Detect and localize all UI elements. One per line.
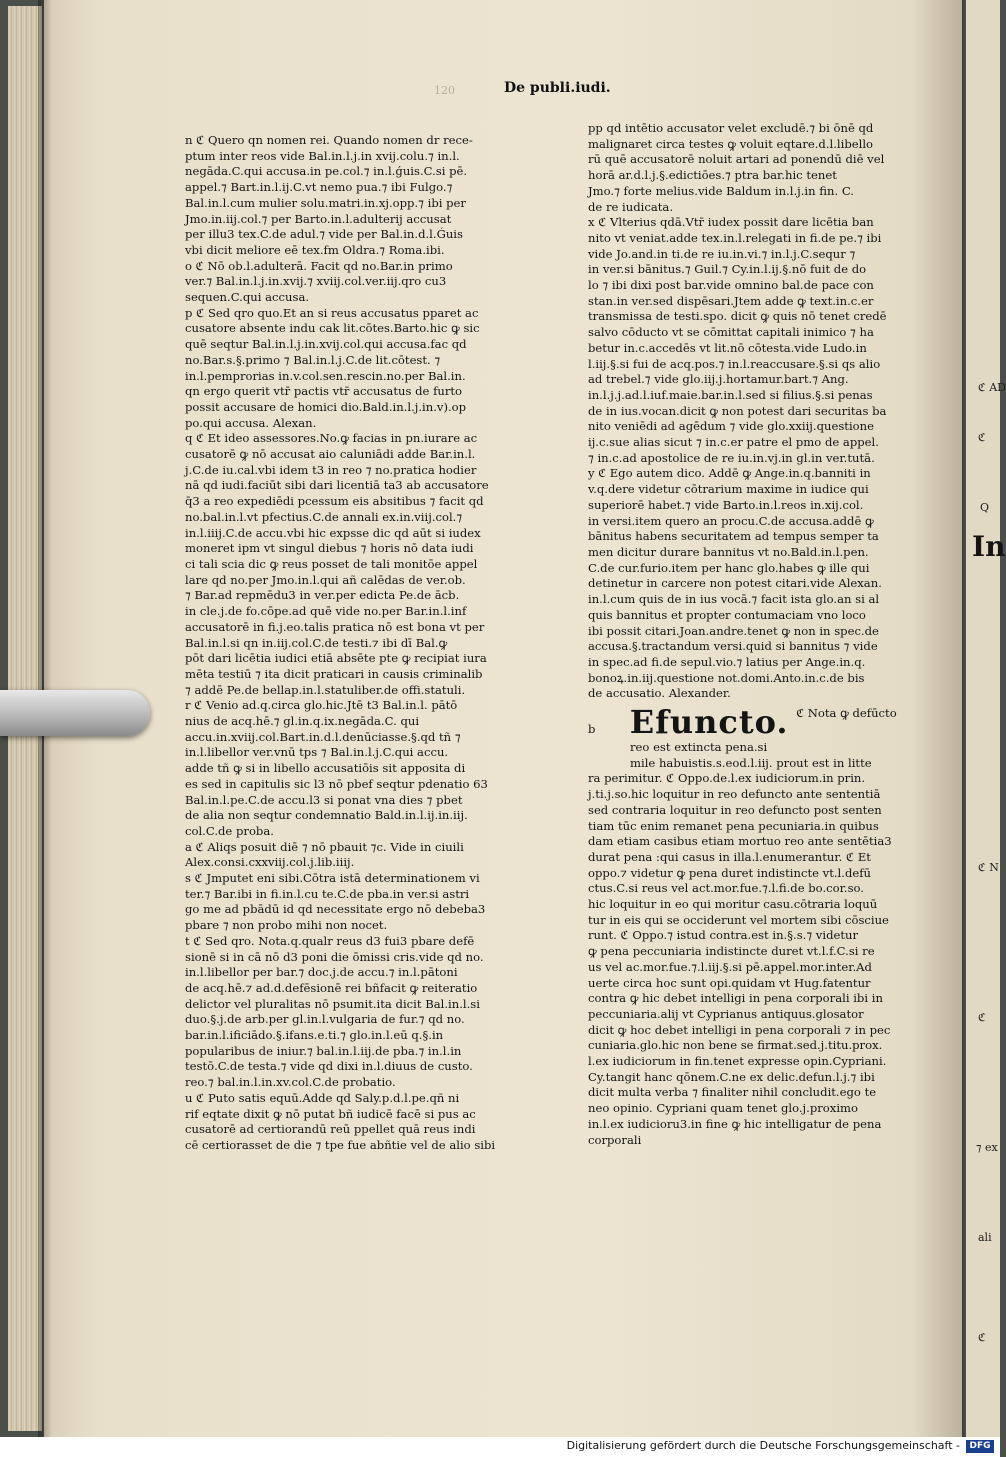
text-line: y ℭ Ego autem dico. Addē ꝙ Ange.in.q.banniti in	[588, 466, 871, 481]
text-line: cuniaria.glo.hic non bene se firmat.sed.j.titu.prox.	[588, 1038, 883, 1053]
text-line: nito veniēdi ad agēdum ⁊ vide glo.xxiij.questione	[588, 419, 874, 434]
text-line: es sed in capitulis sic l3 nō pbef seqtur pdenatio 63	[185, 776, 488, 791]
text-line: bānitus habens securitatem ad tempus semper ta	[588, 529, 879, 544]
text-line: tiam tūc enim remanet pena pecuniaria.in quibus	[588, 818, 879, 833]
text-line: ptum inter reos vide Bal.in.l.j.in xvij.colu.⁊ in.l.	[185, 148, 460, 163]
text-line: sed contraria loquitur in reo defuncto post senten	[588, 802, 882, 817]
text-line: adde tñ ꝙ si in libello accusatiōis sit apposita di	[185, 761, 466, 776]
text-line: ra perimitur. ℭ Oppo.de.l.ex iudiciorum.in prin.	[588, 771, 866, 786]
facing-fragment: ℭ	[978, 1331, 986, 1344]
text-line: ad trebel.⁊ vide glo.iij.j.hortamur.bart.⁊ Ang.	[588, 372, 849, 387]
text-line: detinetur in carcere non potest citari.vide Alexan.	[588, 576, 882, 591]
text-line: hic loquitur in eo qui moritur casu.cōtraria loquū	[588, 897, 878, 912]
text-line: vide Jo.and.in ti.de re iu.in.vi.⁊ in.l.j.C.sequr ⁊	[588, 246, 856, 261]
text-line: dam etiam casibus etiam mortuo reo ante sentētia3	[588, 834, 892, 849]
text-line: quē seqtur Bal.in.l.j.in.xvij.col.qui accusa.fac qd	[185, 337, 467, 352]
text-line: accusatorē in fi.j.eo.talis pratica nō est bona vt per	[185, 619, 485, 634]
text-line: ⁊ addē Pe.de bellap.in.l.statuliber.de offi.statuli.	[185, 682, 466, 697]
text-line: moneret ipm vt singul diebus ⁊ horis nō data iudi	[185, 541, 474, 556]
text-line: Alex.consi.cxxviij.col.j.lib.iiij.	[185, 855, 355, 870]
facing-fragment: ℭ AD	[978, 381, 1006, 394]
text-line: ctus.C.si reus vel act.mor.fue.⁊.l.fi.de bo.cor.so.	[588, 881, 864, 896]
text-line: quis bannitus et propter contumaciam vno loco	[588, 607, 866, 622]
text-line: no.Bar.s.§.primo ⁊ Bal.in.l.j.C.de lit.cōtest. ⁊	[185, 352, 441, 367]
text-line: mēta testiū ⁊ ita dicit praticari in causis criminalib	[185, 666, 483, 681]
text-line: delictor vel pluralitas nō psumit.ita dicit Bal.in.l.si	[185, 996, 480, 1011]
text-line: mile habuistis.s.eod.l.iij. prout est in litte	[630, 755, 872, 770]
text-line: cusatore absente indu cak lit.cōtes.Barto.hic ꝙ sic	[185, 321, 480, 336]
text-line: negāda.C.qui accusa.in pe.col.⁊ in.l.ǵuis.C.si pē.	[185, 164, 468, 179]
text-line: oppo.⁊ videtur ꝙ pena duret indistincte vt.l.defū	[588, 865, 871, 880]
text-line: ij.c.sue alias sicut ⁊ in.c.er patre el pmo de appel.	[588, 435, 879, 450]
facing-fragment: ℭ	[978, 431, 986, 444]
footer-bar	[0, 1437, 1000, 1457]
text-line: Jmo.in.iij.col.⁊ per Barto.in.l.adulterij accusat	[185, 211, 452, 226]
text-line: peccuniaria.alij vt Cyprianus antiquus.glosator	[588, 1006, 864, 1021]
text-line: in.l.libellor ver.vnū tps ⁊ Bal.in.l.j.C.qui accu.	[185, 745, 449, 760]
text-line: duo.§.j.de arb.per gl.in.l.vulgaria de fur.⁊ qd no.	[185, 1012, 465, 1027]
right-text-column	[588, 121, 897, 1148]
text-line: popularibus de iniur.⁊ bal.in.l.iij.de pba.⁊ in.l.in	[185, 1043, 462, 1058]
text-line: pbare ⁊ non probo mihi non nocet.	[185, 918, 388, 933]
text-line: po.qui accusa. Alexan.	[185, 415, 317, 430]
text-line: lare qd no.per Jmo.in.l.qui añ calēdas de ver.ob.	[185, 572, 466, 587]
marginal-letter: b	[588, 722, 596, 737]
text-line: l.ex iudiciorum in fin.tenet expresse opin.Cypriani.	[588, 1054, 887, 1069]
text-line: q ℭ Et ideo assessores.No.ꝙ facias in pn.iurare ac	[185, 431, 478, 446]
text-line: in.l.cum quis de in ius vocā.⁊ facit ista glo.an si al	[588, 592, 880, 607]
text-line: accusa.§.tractandum versi.quid si bannitus ⁊ vide	[588, 639, 878, 654]
dfg-logo: DFG	[966, 1440, 994, 1453]
text-line: bonoꝝ.in.iij.questione not.domi.Anto.in.c.de bis	[588, 670, 865, 685]
text-line: x ℭ Vlterius qdā.Vtr̄ iudex possit dare licētia ban	[588, 215, 874, 230]
text-line: sequen.C.qui accusa.	[185, 290, 310, 305]
text-line: in spec.ad fi.de sepul.vio.⁊ latius per Ange.in.q.	[588, 654, 866, 669]
text-line: j.C.de iu.cal.vbi idem t3 in reo ⁊ no.pratica hodier	[185, 462, 477, 477]
text-line: in.l.libellor per bar.⁊ doc.j.de accu.⁊ in.l.pātoni	[185, 965, 458, 980]
text-line: cusatorē ꝙ nō accusat aio caluniādi adde Bar.in.l.	[185, 447, 476, 462]
text-line: Cy.tangit hanc qōnem.C.ne ex delic.defun.l.j.⁊ ibi	[588, 1069, 875, 1084]
book-clip	[0, 690, 150, 736]
text-line: reo est extincta pena.si	[630, 740, 768, 755]
facing-fragment: ℭ	[978, 1011, 986, 1024]
text-line: appel.⁊ Bart.in.l.ij.C.vt nemo pua.⁊ ibi Fulgo.⁊	[185, 180, 453, 195]
text-line: in ver.si bānitus.⁊ Guil.⁊ Cy.in.l.ij.§.nō fuit de do	[588, 262, 867, 277]
text-line: per illu3 tex.C.de adul.⁊ vide per Bal.in.d.l.Ǵuis	[185, 227, 463, 242]
right-column-bottom-text	[588, 771, 892, 1148]
text-line: dicit multa verba ⁊ finaliter nihil concludit.ego te	[588, 1085, 877, 1100]
text-line: n ℭ Quero qn nomen rei. Quando nomen dr rece-	[185, 133, 473, 147]
text-line: C.de cur.furio.item per hanc glo.habes ꝙ ille qui	[588, 560, 870, 575]
text-line: stan.in ver.sed dispēsari.Jtem adde ꝙ text.in.c.er	[588, 293, 874, 308]
text-line: cē certiorasset de die ⁊ tpe fue abñtie vel de alio sibi	[185, 1138, 496, 1152]
text-line: r ℭ Venio ad.q.circa glo.hic.Jtē t3 Bal.in.l. pātō	[185, 698, 458, 713]
text-line: possit accusare de homici dio.Bald.in.l.j.in.v).op	[185, 399, 467, 414]
text-line: nā qd iudi.faciūt sibi dari licentiā ta3 ab accusatore	[185, 478, 489, 493]
text-line: a ℭ Aliqs posuit diē ⁊ nō pbauit ⁊c. Vide in ciuili	[185, 839, 464, 854]
text-line: ibi possit citari.Joan.andre.tenet ꝙ non in spec.de	[588, 623, 879, 638]
text-line: sionē si in cā nō d3 poni die ōmissi cris.vide qd no.	[185, 949, 484, 964]
text-line: ꝙ pena peccuniaria indistincte duret vt.l.f.C.si re	[588, 944, 875, 959]
text-line: superiorē habet.⁊ vide Barto.in.l.reos in.xij.col.	[588, 497, 864, 512]
text-line: ter.⁊ Bar.ibi in fi.in.l.cu te.C.de pba.in ver.si astri	[185, 886, 470, 901]
text-line: s ℭ Jmputet eni sibi.Cōtra istā determinationem vi	[185, 871, 480, 886]
right-column-top-text	[588, 121, 888, 702]
text-line: de accusatio. Alexander.	[588, 686, 731, 701]
facing-page	[966, 0, 1000, 1437]
text-line: betur in.c.accedēs vt lit.nō cōtesta.vide Ludo.in	[588, 340, 867, 355]
text-line: durat pena :qui casus in illa.l.enumerantur. ℭ Et	[588, 849, 871, 864]
text-line: reo.⁊ bal.in.l.in.xv.col.C.de probatio.	[185, 1075, 396, 1090]
text-line: lo ⁊ ibi dixi post bar.vide omnino bal.de pace con	[588, 278, 874, 293]
text-line: rif eqtate dixit ꝙ nō putat bñ iudicē facē si pus ac	[185, 1106, 476, 1121]
text-line: nito vt veniat.adde tex.in.l.relegati in fi.de pe.⁊ ibi	[588, 230, 882, 245]
text-line: ⁊ Bar.ad repmēdu3 in ver.per edicta Pe.de ācb.	[185, 588, 460, 603]
funding-credit: Digitalisierung gefördert durch die Deutsche Forschungsgemeinschaft -	[566, 1439, 960, 1452]
text-line: Jmo.⁊ forte melius.vide Baldum in.l.j.in fin. C.	[588, 183, 854, 198]
text-line: cusatorē ad certiorandū reū ppellet quā reus indi	[185, 1122, 476, 1137]
text-line: in versi.item quero an procu.C.de accusa.addē ꝙ	[588, 513, 874, 528]
text-line: uerte circa hoc sunt opi.quidam vt Hug.fatentur	[588, 975, 871, 990]
text-line: Bal.in.l.cum mulier solu.matri.in.xj.opp.⁊ ibi per	[185, 195, 466, 210]
text-line: qn ergo querit vtr̄ pactis vtr̄ accusatus de furto	[185, 384, 463, 399]
text-line: o ℭ Nō ob.l.adulterā. Facit qd no.Bar.in primo	[185, 258, 453, 273]
text-line: no.bal.in.l.vt pfectius.C.de annali ex.in.viij.col.⁊	[185, 509, 463, 524]
text-line: testō.C.de testa.⁊ vide qd dixi in.l.diuus de custo.	[185, 1059, 473, 1074]
text-line: j.ti.j.so.hic loquitur in reo defuncto ante sententiā	[588, 787, 881, 802]
text-line: horā ar.d.l.j.§.edictiōes.⁊ ptra bar.hic tenet	[588, 168, 837, 183]
decorated-heading-word: Efuncto.	[629, 703, 789, 742]
text-line: pōt dari licētia iudici etiā absēte pte ꝙ recipiat iura	[185, 651, 487, 666]
text-line: u ℭ Puto satis equū.Adde qd Saly.p.d.l.pe.qñ ni	[185, 1090, 460, 1105]
text-line: us vel ac.mor.fue.⁊.l.iij.§.si pē.appel.mor.inter.Ad	[588, 959, 872, 974]
text-line: runt. ℭ Oppo.⁊ istud contra.est in.§.s.⁊ videtur	[588, 928, 859, 943]
facing-page-initial: In	[972, 530, 1006, 563]
facing-fragment: ⁊ ex	[976, 1141, 998, 1154]
facing-fragment: ℭ N	[978, 861, 999, 874]
text-line: in.l.ex iudicioru3.in fine ꝙ hic intelligatur de pena	[588, 1116, 882, 1131]
text-line: go me ad pbādū id qd necessitate ergo nō debeba3	[185, 902, 486, 917]
text-line: rū quē accusatorē noluit artari ad ponendū diē vel	[588, 152, 885, 167]
text-line: Bal.in.l.si qn in.iij.col.C.de testi.⁊ ibi dī Bal.ꝙ	[185, 635, 448, 650]
text-line: bar.in.l.ificiādo.§.ifans.e.ti.⁊ glo.in.l.eū q.§.in	[185, 1028, 444, 1043]
text-line: men dicitur durare bannitus vt no.Bald.in.l.pen.	[588, 544, 869, 559]
text-line: ⁊ in.c.ad apostolice de re iu.in.vj.in gl.in ver.tutā.	[588, 450, 875, 465]
text-line: in.l.iiij.C.de accu.vbi hic expsse dic qd aūt si iudex	[185, 525, 481, 540]
text-line: neo opinio. Cypriani quam tenet glo.j.proximo	[588, 1101, 858, 1116]
text-line: l.iij.§.si fui de acq.pos.⁊ in.l.reaccusare.§.si qs alio	[588, 356, 881, 371]
text-line: t ℭ Sed qro. Nota.q.qualr reus d3 fui3 pbare defē	[185, 933, 475, 948]
text-line: pp qd intētio accusator velet excludē.⁊ bi ōnē qd	[588, 121, 874, 135]
heading-adjacent-lines	[588, 740, 888, 771]
text-line: salvo cōducto vt se cōmittat capitali inimico ⁊ ha	[588, 325, 874, 340]
text-line: q̄3 a reo expediēdi pcessum eis absitibus ⁊ facit qd	[185, 494, 484, 509]
left-text-column	[185, 133, 500, 1154]
heading-tail: ℭ Nota ꝙ defūcto	[796, 706, 897, 721]
text-line: de alia non seqtur condemnatio Bald.in.l.ij.in.iij.	[185, 808, 468, 823]
defuncto-section-heading	[588, 703, 897, 771]
running-head: De publi.iudi.	[504, 80, 611, 96]
text-line: de acq.hē.⁊ ad.d.defēsionē rei bñfacit ꝙ reiteratio	[185, 980, 478, 995]
text-line: in cle.j.de fo.cōpe.ad quē vide no.per Bar.in.l.inf	[185, 604, 467, 619]
text-line: accu.in.xviij.col.Bart.in.d.l.denūciasse.§.qd tñ ⁊	[185, 729, 461, 744]
text-line: in.l.j.j.ad.l.iuf.maie.bar.in.l.sed si filius.§.si penas	[588, 387, 873, 402]
text-line: de re iudicata.	[588, 199, 674, 214]
facing-fragment: ali	[978, 1231, 992, 1244]
text-line: Bal.in.l.pe.C.de accu.l3 si ponat vna dies ⁊ pbet	[185, 792, 463, 807]
text-line: malignaret circa testes ꝙ voluit eqtare.d.l.libello	[588, 136, 874, 151]
facing-fragment: Q	[980, 501, 990, 514]
faint-folio-number: 120	[434, 84, 455, 97]
text-line: tur in eis qui se occiderunt vel mortem sibi cōsciue	[588, 912, 889, 927]
text-line: transmissa de testi.spo. dicit ꝙ quis nō tenet credē	[588, 309, 887, 324]
text-line: ver.⁊ Bal.in.l.j.in.xvij.⁊ xviij.col.ver.iij.qro cu3	[185, 274, 447, 289]
text-line: corporali	[588, 1132, 642, 1147]
text-line: dicit ꝙ hoc debet intelligi in pena corporali ⁊ in pec	[588, 1022, 891, 1037]
text-line: contra ꝙ hic debet intelligi in pena corporali ibi in	[588, 991, 883, 1006]
text-line: p ℭ Sed qro quo.Et an si reus accusatus pparet ac	[185, 305, 479, 320]
text-line: nius de acq.hē.⁊ gl.in.q.ix.negāda.C. qui	[185, 714, 420, 729]
text-line: v.q.dere videtur cōtrarium maxime in iudice qui	[588, 482, 869, 497]
text-line: de in ius.vocan.dicit ꝙ non potest dari securitas ba	[588, 403, 887, 418]
text-line: vbi dicit meliore eē tex.fm Oldra.⁊ Roma.ibi.	[185, 242, 445, 257]
text-line: col.C.de proba.	[185, 823, 274, 838]
text-line: ci tali scia dic ꝙ reus posset de tali monitōe appel	[185, 556, 478, 571]
text-line: in.l.pemprorias in.v.col.sen.rescin.no.per Bal.in.	[185, 368, 466, 383]
